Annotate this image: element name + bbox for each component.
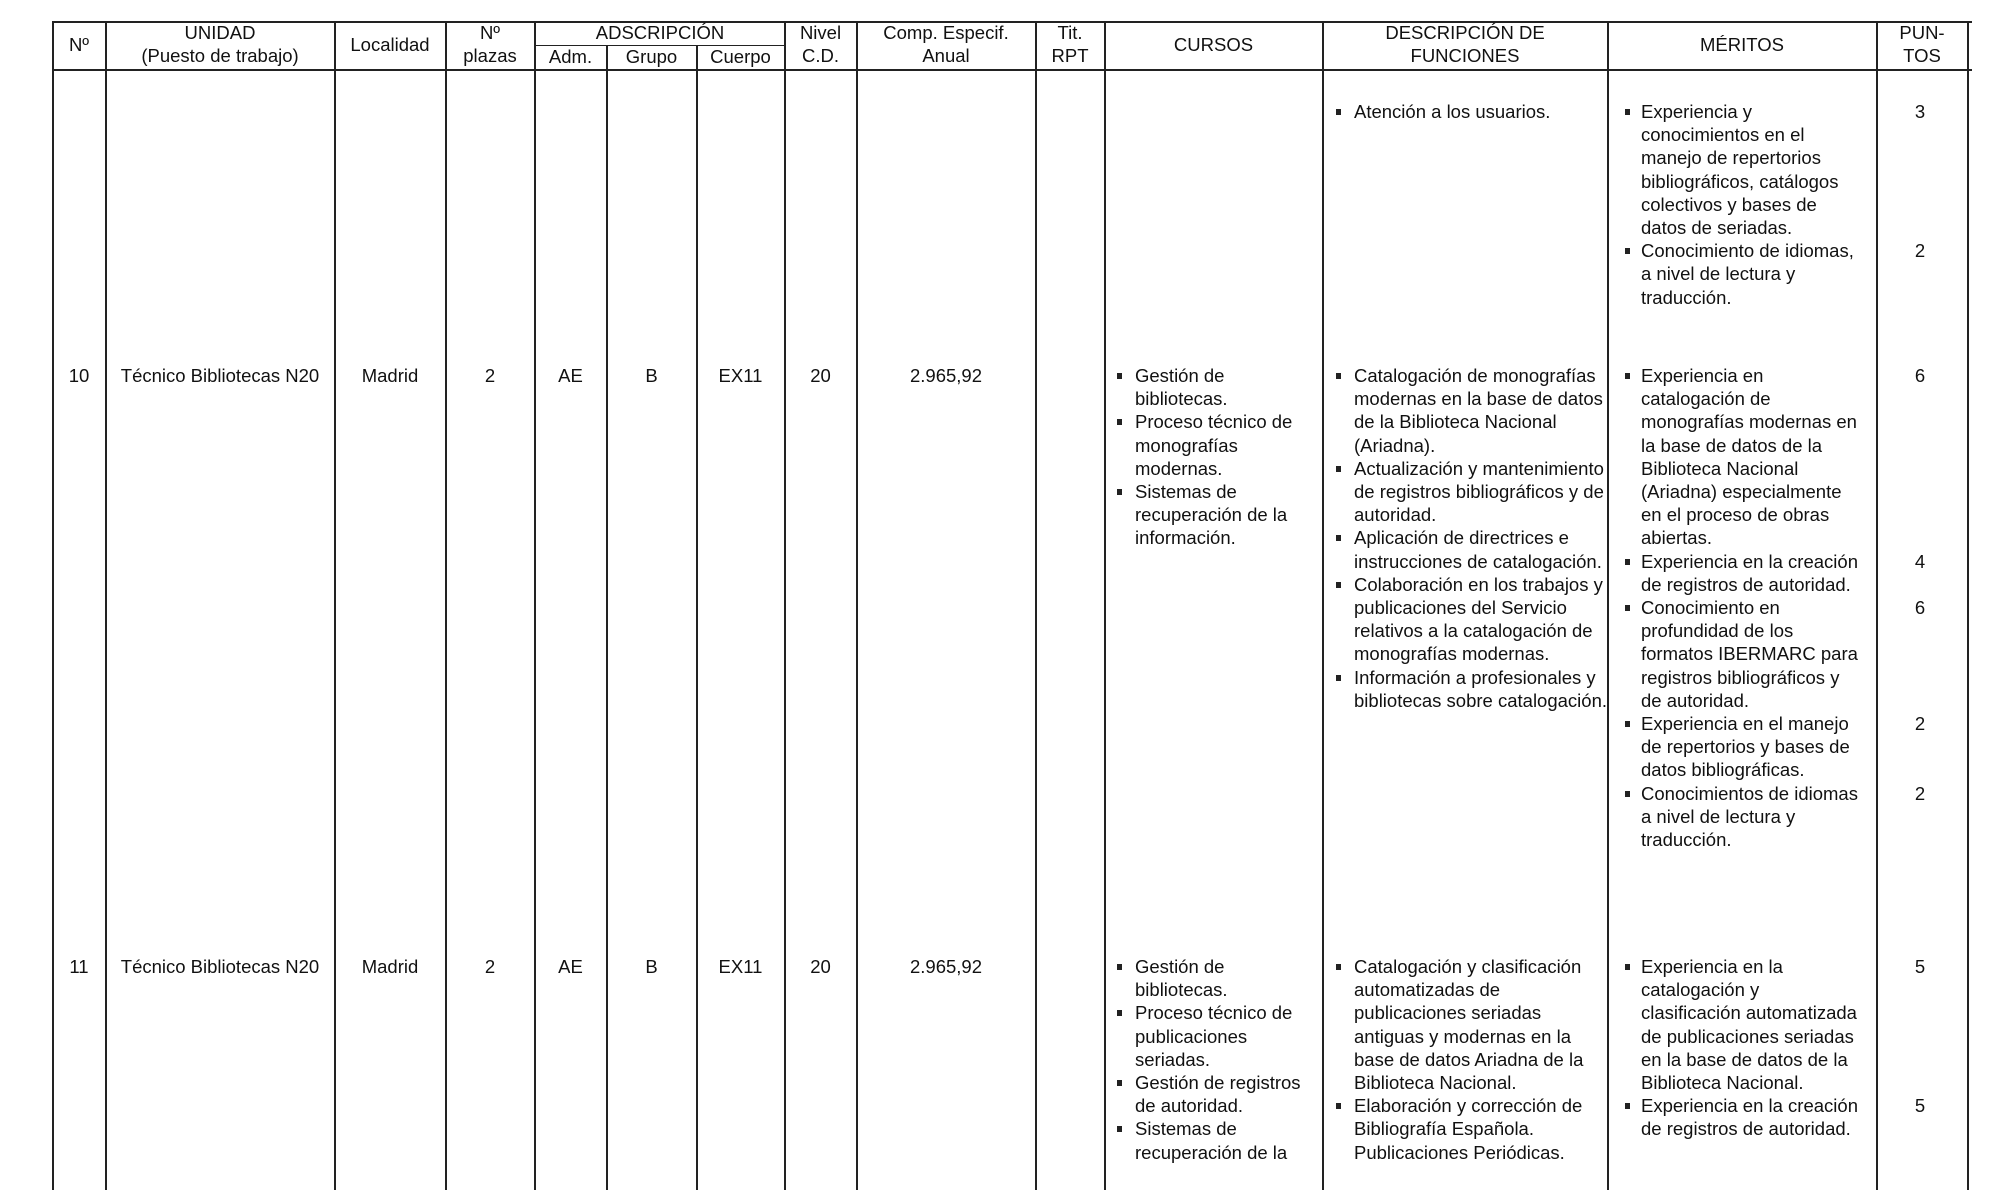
- header-localidad: Localidad: [350, 34, 430, 55]
- cell-nivel: 20: [810, 365, 831, 386]
- merito-item: Experiencia en la creación de registros de autoridad.: [1625, 1094, 1870, 1140]
- header-plazas-1: Nº: [479, 22, 501, 43]
- funciones-item: Atención a los usuarios.: [1336, 100, 1608, 123]
- merito-points: 4: [1914, 550, 1926, 572]
- header-grupo: Grupo: [625, 46, 678, 67]
- cursos-list: [1117, 955, 1317, 1164]
- col-line: [334, 22, 336, 1190]
- funciones-list: [1336, 955, 1608, 1164]
- cursos-list: [1117, 364, 1317, 550]
- funciones-list: [1336, 364, 1608, 712]
- col-line: [1035, 22, 1037, 1190]
- cell-comp: 2.965,92: [909, 365, 982, 386]
- col-line: [1104, 22, 1106, 1190]
- cell-localidad: Madrid: [361, 365, 419, 386]
- meritos-list: [1625, 364, 1970, 851]
- merito-item: Experiencia y conocimientos en el manejo de repertorios bibliográficos, catálogos colectivos y bases de datos de seriadas.: [1625, 100, 1870, 239]
- merito-points: 6: [1914, 365, 1926, 386]
- cell-unidad: Técnico Bibliotecas N20: [120, 956, 320, 977]
- cell-localidad: Madrid: [361, 956, 419, 977]
- funciones-item: Actualización y mantenimiento de registros bibliográficos y de autoridad.: [1336, 457, 1608, 527]
- funciones-item: Catalogación de monografías modernas en la base de datos de la Biblioteca Nacional (Ariadna).: [1336, 364, 1608, 457]
- header-adm: Adm.: [548, 46, 593, 67]
- header-nivel-1: Nivel: [799, 22, 842, 43]
- header-cursos: CURSOS: [1173, 34, 1254, 55]
- meritos-list: [1625, 955, 1970, 1141]
- funciones-item: Catalogación y clasificación automatizadas de publicaciones seriadas antiguas y modernas en la base de datos Ariadna de la Biblioteca Nacional.: [1336, 955, 1608, 1094]
- col-line: [606, 46, 608, 1190]
- cell-no: 10: [68, 365, 90, 386]
- funciones-item: Aplicación de directrices e instrucciones de catalogación.: [1336, 526, 1608, 572]
- funciones-list: [1336, 100, 1608, 123]
- merito-item: Experiencia en la creación de registros de autoridad.: [1625, 550, 1870, 596]
- header-desc-2: FUNCIONES: [1410, 45, 1520, 66]
- cell-unidad: Técnico Bibliotecas N20: [120, 365, 320, 386]
- cell-plazas: 2: [484, 365, 496, 386]
- merito-points: 2: [1914, 713, 1926, 735]
- col-line: [445, 22, 447, 1190]
- header-puesto: (Puesto de trabajo): [141, 45, 299, 66]
- cursos-item: Sistemas de recuperación de la: [1117, 1117, 1317, 1163]
- merito-item: Experiencia en la catalogación y clasificación automatizada de publicaciones seriadas en la base de datos de la Biblioteca Nacional.: [1625, 955, 1870, 1094]
- cursos-item: Gestión de bibliotecas.: [1117, 955, 1317, 1001]
- merito-points: 6: [1914, 597, 1926, 619]
- merito-item: Conocimiento de idiomas, a nivel de lectura y traducción.: [1625, 239, 1870, 309]
- meritos-list: [1625, 100, 1970, 309]
- header-meritos: MÉRITOS: [1700, 34, 1784, 55]
- header-puntos-2: TOS: [1903, 45, 1941, 66]
- col-line: [696, 46, 698, 1190]
- funciones-item: Colaboración en los trabajos y publicaciones del Servicio relativos a la catalogación de monografías modernas.: [1336, 573, 1608, 666]
- col-line: [534, 22, 536, 1190]
- merito-item: Conocimientos de idiomas a nivel de lectura y traducción.: [1625, 782, 1870, 852]
- cursos-item: Gestión de bibliotecas.: [1117, 364, 1317, 410]
- cursos-item: Proceso técnico de monografías modernas.: [1117, 410, 1317, 480]
- funciones-item: Elaboración y corrección de Bibliografía Española. Publicaciones Periódicas.: [1336, 1094, 1608, 1164]
- cell-grupo: B: [645, 365, 658, 386]
- header-puntos-1: PUN-: [1899, 22, 1945, 43]
- cursos-item: Proceso técnico de publicaciones seriadas.: [1117, 1001, 1317, 1071]
- merito-item: Experiencia en catalogación de monografías modernas en la base de datos de la Biblioteca Nacional (Ariadna) especialmente en el proceso de obras abiertas.: [1625, 364, 1870, 550]
- merito-points: 5: [1914, 1095, 1926, 1117]
- col-line: [784, 22, 786, 1190]
- header-comp-1: Comp. Especif.: [883, 22, 1009, 43]
- cell-grupo: B: [645, 956, 658, 977]
- merito-points: 3: [1914, 101, 1926, 122]
- header-adscripcion: ADSCRIPCIÓN: [595, 22, 725, 43]
- cell-adm: AE: [558, 365, 583, 386]
- merito-points: 5: [1914, 956, 1926, 977]
- header-plazas-2: plazas: [463, 45, 517, 66]
- merito-points: 2: [1914, 240, 1926, 262]
- cursos-item: Sistemas de recuperación de la información.: [1117, 480, 1317, 550]
- cell-nivel: 20: [810, 956, 831, 977]
- col-line: [856, 22, 858, 1190]
- header-desc-1: DESCRIPCIÓN DE: [1385, 22, 1545, 43]
- merito-item: Experiencia en el manejo de repertorios y bases de datos bibliográficas.: [1625, 712, 1870, 782]
- funciones-item: Información a profesionales y bibliotecas sobre catalogación.: [1336, 666, 1608, 712]
- header-no: Nº: [68, 34, 90, 55]
- header-bottom-border: [52, 69, 1972, 71]
- header-comp-2: Anual: [922, 45, 970, 66]
- col-line: [1322, 22, 1324, 1190]
- header-nivel-2: C.D.: [802, 45, 839, 66]
- col-line: [52, 22, 54, 1190]
- cell-comp: 2.965,92: [909, 956, 982, 977]
- cell-no: 11: [69, 956, 89, 977]
- cell-plazas: 2: [484, 956, 496, 977]
- cell-adm: AE: [558, 956, 583, 977]
- header-cuerpo: Cuerpo: [710, 46, 771, 67]
- cell-cuerpo: EX11: [718, 956, 763, 977]
- cursos-item: Gestión de registros de autoridad.: [1117, 1071, 1317, 1117]
- merito-item: Conocimiento en profundidad de los formatos IBERMARC para registros bibliográficos y de autoridad.: [1625, 596, 1870, 712]
- cell-cuerpo: EX11: [718, 365, 763, 386]
- header-tit-1: Tit.: [1057, 22, 1083, 43]
- col-line: [105, 22, 107, 1190]
- merito-points: 2: [1914, 782, 1926, 804]
- header-tit-2: RPT: [1051, 45, 1089, 66]
- header-unidad: UNIDAD: [184, 22, 256, 43]
